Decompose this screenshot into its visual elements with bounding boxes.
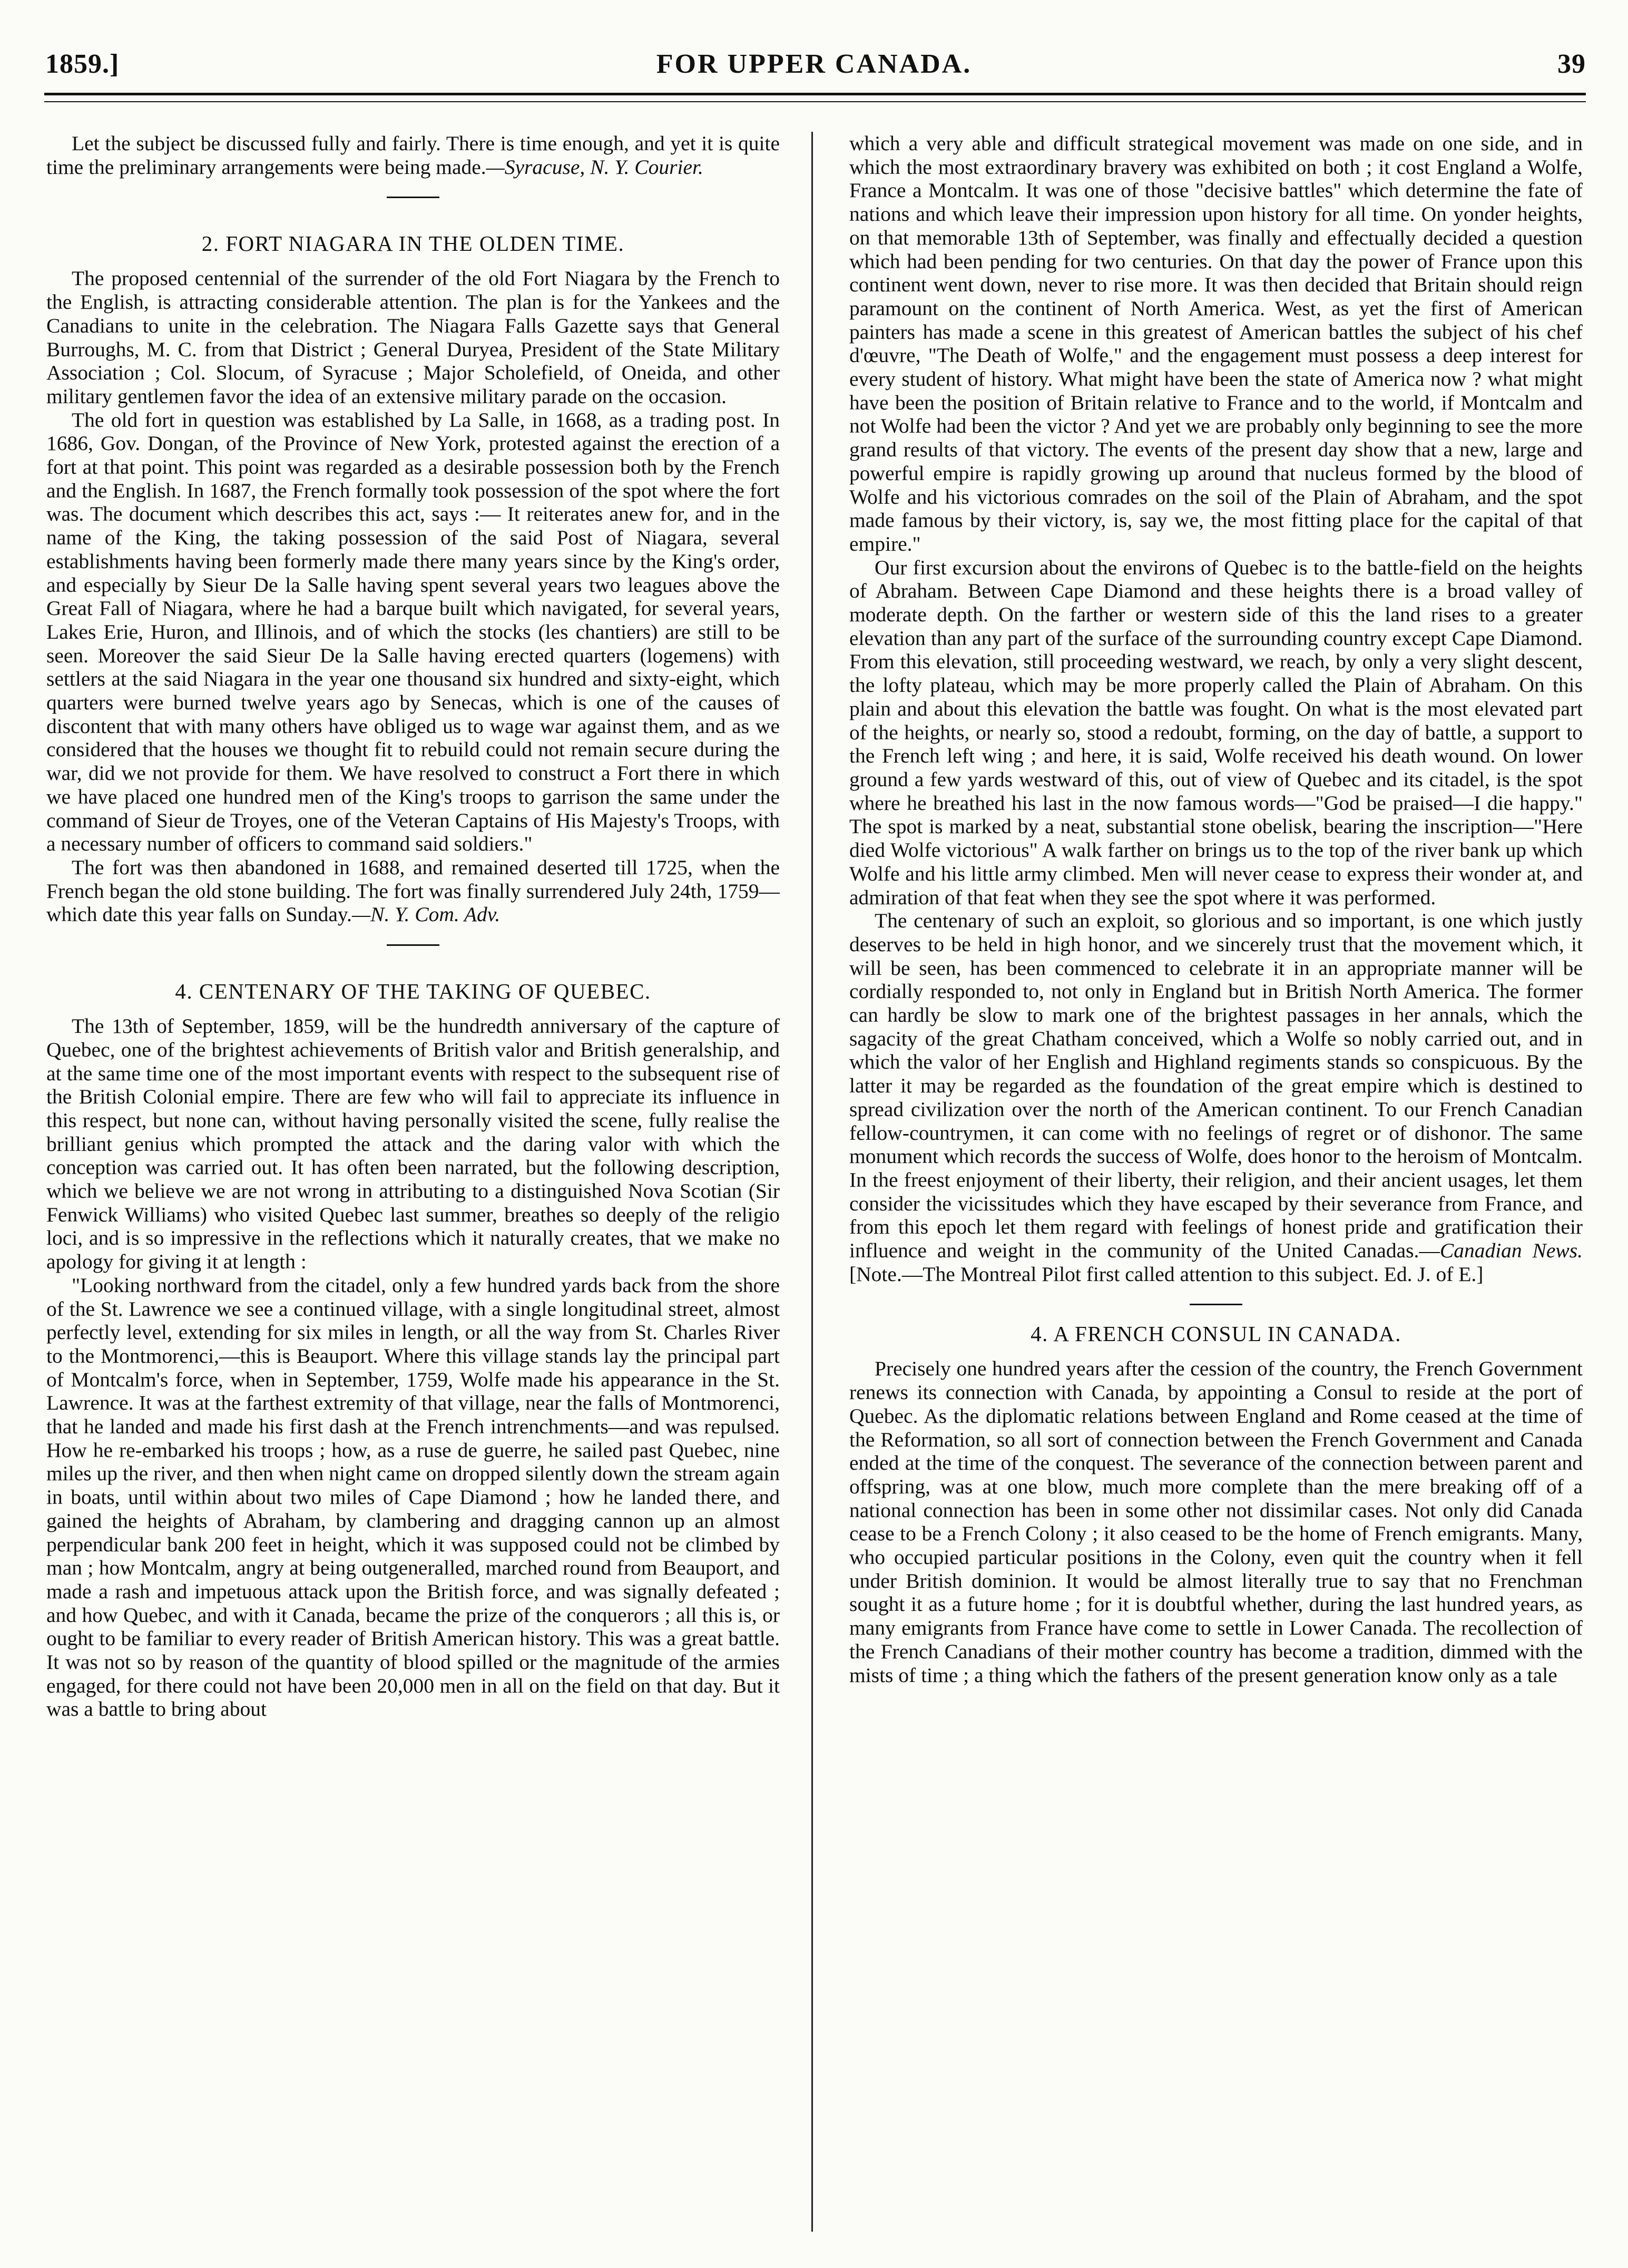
section-heading-centenary-quebec: 4. CENTENARY OF THE TAKING OF QUEBEC. [175, 979, 651, 1004]
paragraph: Precisely one hundred years after the cession of the country, the French Government renews its connection with Canada, by appointing a Consul to reside at the port of Quebec. As the diplomatic relations between England and Rome ceased at the time of the Reformation, so all sort of connection between the French Government and Canada ended at the time of the conquest. The severance of the connection between parent and offspring, was at one blow, much more complete than the mere breaking off of a national connection has been in some other not dissimilar cases. Not only did Canada cease to be a French Colony ; it also ceased to be the home of French emigrants. Many, who occupied particular positions in the Colony, even quit the country when it fell under British dominion. It would be almost literally true to say that no Frenchman sought it as a future home ; for it is doubtful whether, during the last hundred years, as many emigrants from France have come to settle in Lower Canada. The recollection of the French Canadians of their mother country has become a tradition, dimmed with the mists of time ; a thing which the fathers of the present generation know only as a tale [849, 1357, 1583, 1687]
running-title: FOR UPPER CANADA. [656, 49, 972, 79]
header-rule-thick [44, 93, 1586, 95]
section-separator [1190, 1304, 1242, 1305]
section-heading-fort-niagara: 2. FORT NIAGARA IN THE OLDEN TIME. [201, 231, 625, 256]
paragraph: The old fort in question was established by La Salle, in 1668, as a trading post. In 1686, Gov. Dongan, of the Province of New York, protested against the erection of a fort at that point. This point was regarded as a desirable possession both by the French and the English. In 1687, the French formally took possession of the spot where the fort was. The document which describes this act, says :— It reiterates anew for, and in the name of the King, the taking possession of the said Post of Niagara, several establishments having been formerly made there many years since by the King's order, and especially by Sieur De la Salle having spent several years two leagues above the Great Fall of Niagara, where he had a barque built which navigated, for several years, Lakes Erie, Huron, and Illinois, and of which the stocks (les chantiers) are still to be seen. Moreover the said Sieur De la Salle having erected quarters (logemens) with settlers at the said Niagara in the year one thousand six hundred and sixty-eight, which quarters were burned twelve years ago by Senecas, which is one of the causes of discontent that with many others have obliged us to wage war against them, and as we considered that the houses we thought fit to rebuild could not remain secure during the war, did we not provide for them. We have resolved to construct a Fort there in which we have placed one hundred men of the King's troops to garrison the same under the command of Sieur de Troyes, one of the Veteran Captains of His Majesty's Troops, with a necessary number of officers to command said soldiers." [46, 408, 780, 856]
column-divider [811, 132, 813, 2232]
source-citation: Canadian News. [1439, 1239, 1583, 1263]
paragraph: Our first excursion about the environs of Quebec is to the battle-field on the heights of Abraham. Between Cape Diamond and these heights there is a broad valley of moderate depth. On the farther or western side of this the land rises to a greater elevation than any part of the surface of the surrounding country except Cape Diamond. From this elevation, still proceeding westward, we reach, by only a very slight descent, the lofty plateau, which may be more properly called the Plain of Abraham. On this plain and about this elevation the battle was fought. On what is the most elevated part of the heights, or nearly so, stood a redoubt, forming, on the day of battle, a support to the French left wing ; and here, it is said, Wolfe received his death wound. On lower ground a few yards westward of this, out of view of Quebec and its citadel, is the spot where he breathed his last in the now famous words—"God be praised—I die happy." The spot is marked by a neat, substantial stone obelisk, bearing the inscription—"Here died Wolfe victorious" A walk farther on brings us to the top of the river bank up which Wolfe and his little army climbed. Men will never cease to express their wonder at, and admiration of that feat when they see the spot where it was performed. [849, 555, 1583, 909]
section-heading-french-consul: 4. A FRENCH CONSUL IN CANADA. [1031, 1322, 1401, 1346]
intro-paragraph: Let the subject be discussed fully and fairly. There is time enough, and yet it is quite time the preliminary arrangements were being made.—Syracuse, N. Y. Courier. [46, 132, 780, 179]
editor-note: [Note.—The Montreal Pilot first called attention to this subject. Ed. J. of E.] [849, 1262, 1484, 1286]
paragraph: The fort was then abandoned in 1688, and remained deserted till 1725, when the French began the old stone building. The fort was finally surrendered July 24th, 1759—which date this year falls on Sunday.—N. Y. Com. Adv. [46, 855, 780, 926]
section-separator [387, 197, 439, 198]
quoted-paragraph: "Looking northward from the citadel, only a few hundred yards back from the shore of the St. Lawrence we see a continued village, with a single longitudinal street, almost perfectly level, extending for six miles in length, or all the way from St. Charles River to the Montmorenci,—this is Beauport. Where this village stands lay the principal part of Montcalm's force, when in September, 1759, Wolfe made his appearance in the St. Lawrence. It was at the farthest extremity of that village, near the falls of Montmorenci, that he landed and made his first dash at the French intrenchments—and was repulsed. How he re-embarked his troops ; how, as a ruse de guerre, he sailed past Quebec, nine miles up the river, and then when night came on dropped silently down the stream again in boats, until within about two miles of Cape Diamond ; how he landed there, and gained the heights of Abraham, by clambering and dragging cannon up an almost perpendicular bank 200 feet in height, which it was supposed could not be climbed by man ; how Montcalm, angry at being outgeneralled, marched round from Beauport, and made a rash and impetuous attack upon the British force, and was signally defeated ; and how Quebec, and with it Canada, became the prize of the conquerors ; all this is, or ought to be familiar to every reader of British American history. This was a great battle. It was not so by reason of the quantity of blood spilled or the magnitude of the armies engaged, for there could not have been 20,000 men in all on the field on that day. But it was a battle to bring about [46, 1273, 780, 1721]
page-year: 1859.] [45, 49, 120, 79]
left-column [46, 132, 780, 2234]
source-citation: —N. Y. Com. Adv. [351, 903, 501, 926]
paragraph-continued: which a very able and difficult strategical movement was made on one side, and in which the most extraordinary bravery was exhibited on both ; it cost England a Wolfe, France a Montcalm. It was one of those "decisive battles" which determine the fate of nations and which leave their impression upon history for all time. On yonder heights, on that memorable 13th of September, was finally and effectually decided a question which had been pending for two centuries. On that day the power of France upon this continent went down, never to rise more. It was then decided that Britain should reign paramount on the continent of North America. West, as yet the first of American painters has made a scene in this greatest of American battles the subject of his chef d'œuvre, "The Death of Wolfe," and the engagement must possess a deep interest for every student of history. What might have been the state of America now ? what might have been the position of Britain relative to France and to the world, if Montcalm and not Wolfe had been the victor ? And yet we are probably only beginning to see the more grand results of that victory. The events of the present day show that a new, large and powerful empire is rapidly growing up around that nucleus formed by the blood of Wolfe and his victorious comrades on the soil of the Plain of Abraham, and the spot made famous by their victory, is, say we, the most fitting place for the capital of that empire." [849, 132, 1583, 555]
paragraph: The proposed centennial of the surrender of the old Fort Niagara by the French to the English, is attracting considerable attention. The plan is for the Yankees and the Canadians to unite in the celebration. The Niagara Falls Gazette says that General Burroughs, M. C. from that District ; General Duryea, President of the State Military Association ; Col. Slocum, of Syracuse ; Major Scholefield, of Oneida, and other military gentlemen favor the idea of an extensive military parade on the occasion. [46, 267, 780, 408]
section-separator [387, 944, 439, 946]
header-rule-thin [44, 101, 1586, 102]
intro-source: —Syracuse, N. Y. Courier. [486, 155, 703, 179]
paragraph: The centenary of such an exploit, so glorious and so important, is one which justly deserves to be held in high honor, and we sincerely trust that the movement which, it will be seen, has been commenced to celebrate it in an appropriate manner will be cordially responded to, not only in England but in British North America. The former can hardly be slow to mark one of the brightest passages in her annals, which the sagacity of the great Chatham conceived, which a Wolfe so nobly carried out, and in which the valor of her English and Highland regiments stands so conspicuous. By the latter it may be regarded as the foundation of the great empire which is destined to spread civilization over the north of the American continent. To our French Canadian fellow-countrymen, it can come with no feelings of regret or of dishonor. The same monument which records the success of Wolfe, does honor to the heroism of Montcalm. In the freest enjoyment of their liberty, their religion, and their ancient usages, let them consider the vicissitudes which they have escaped by their severance from France, and from this epoch let them regard with feelings of honest pride and gratification their influence and weight in the community of the United Canadas.—Canadian News. [Note.—The Montreal Pilot first called attention to this subject. Ed. J. of E.] [849, 909, 1583, 1286]
page-number: 39 [1557, 49, 1586, 79]
right-column [849, 132, 1583, 2234]
paragraph: The 13th of September, 1859, will be the hundredth anniversary of the capture of Quebec, one of the brightest achievements of British valor and British generalship, and at the same time one of the most important events with respect to the subsequent rise of the British Colonial empire. There are few who will fail to appreciate its influence in this respect, but none can, without having personally visited the scene, fully realise the brilliant genius which prompted the attack and the daring valor with which the conception was carried out. It has often been narrated, but the following description, which we believe we are not wrong in attributing to a distinguished Nova Scotian (Sir Fenwick Williams) who visited Quebec last summer, breathes so deeply of the religio loci, and is so impressive in the reflections which it naturally creates, that we make no apology for giving it at length : [46, 1014, 780, 1274]
